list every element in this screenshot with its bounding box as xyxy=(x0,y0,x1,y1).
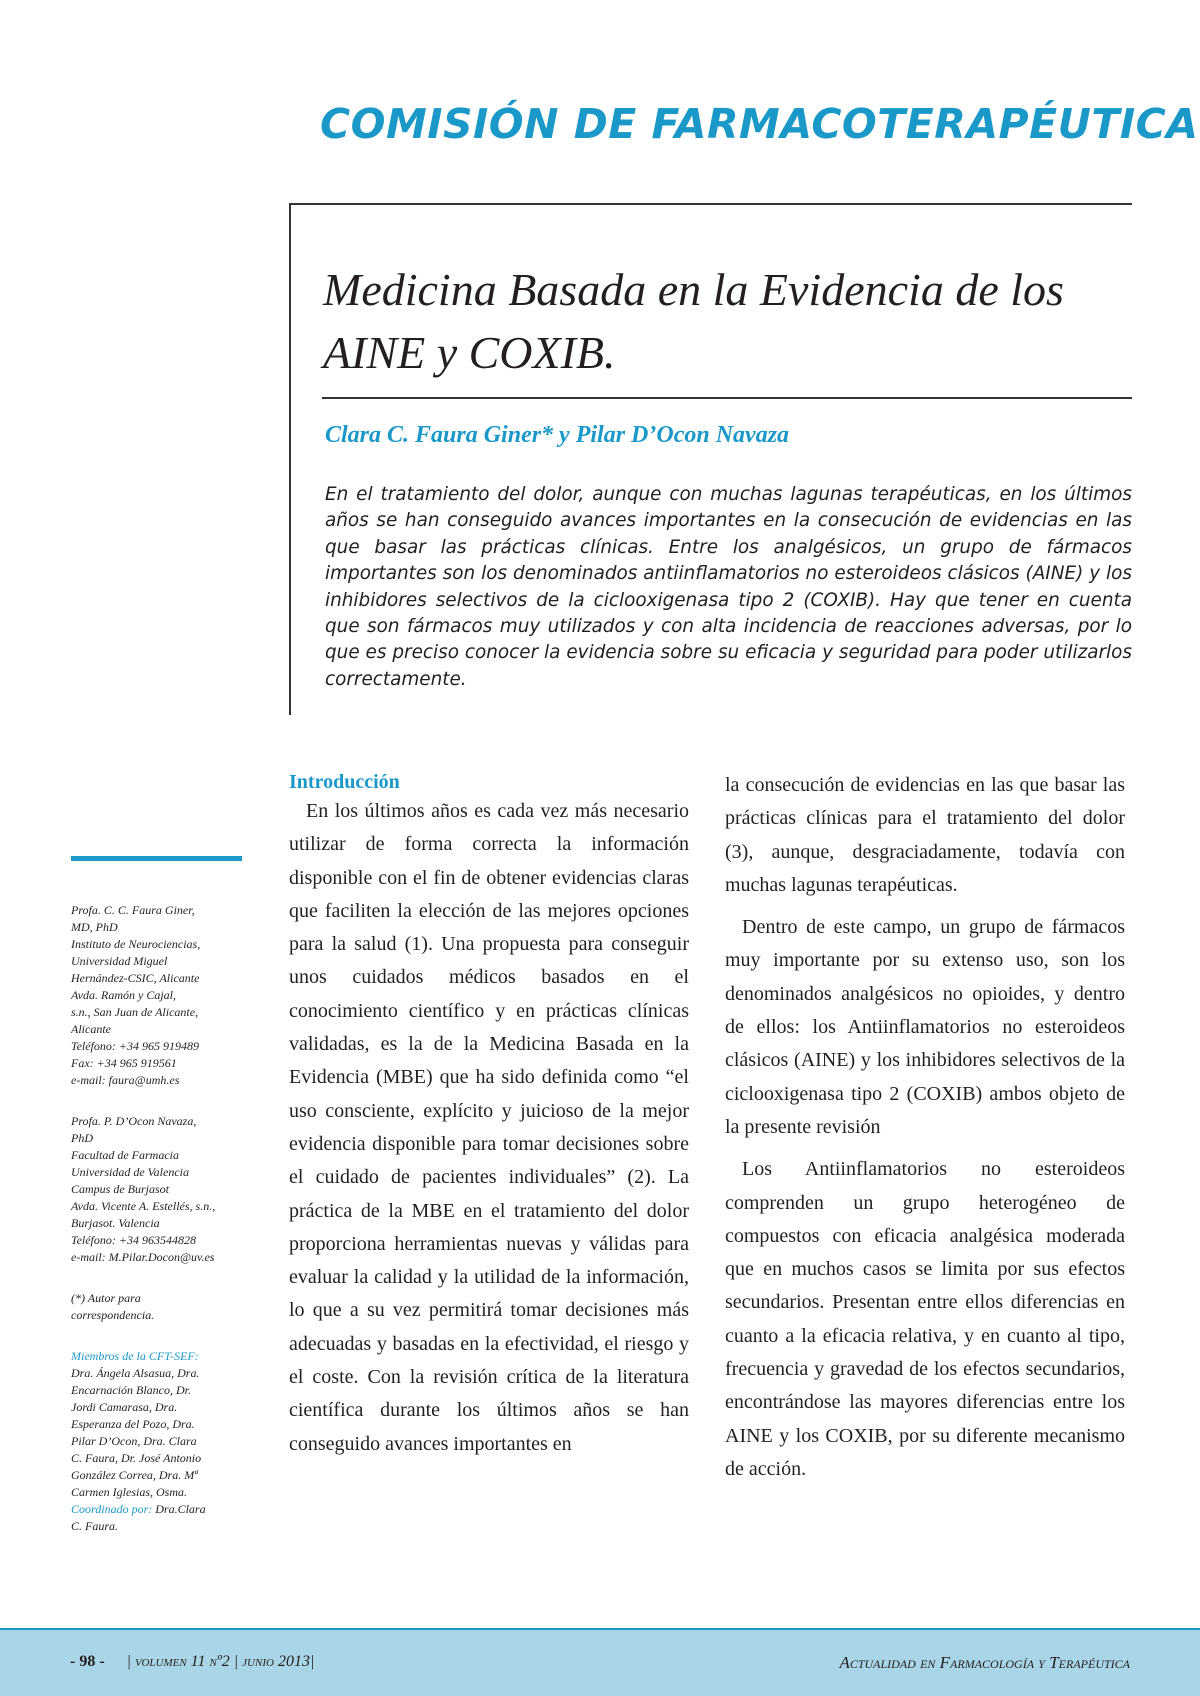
sidebar-line: Esperanza del Pozo, Dra. xyxy=(71,1417,195,1431)
committee-members xyxy=(71,1348,251,1535)
sidebar-line: González Correa, Dra. Mª xyxy=(71,1468,198,1482)
sidebar-phone: Teléfono: +34 963544828 xyxy=(71,1233,196,1247)
coordinator-label: Coordinado por: xyxy=(71,1502,153,1516)
sidebar-line: Encarnación Blanco, Dr. xyxy=(71,1383,191,1397)
author-2-affiliation xyxy=(71,1113,251,1266)
header-box-top-rule xyxy=(289,203,1132,205)
sidebar-line: Campus de Burjasot xyxy=(71,1182,170,1196)
sidebar-line: Dra. Ángela Alsasua, Dra. xyxy=(71,1366,200,1380)
sidebar-line: Universidad Miguel xyxy=(71,954,168,968)
sidebar-line: Hernández-CSIC, Alicante xyxy=(71,971,200,985)
journal-name: Actualidad en Farmacología y Terapéutica xyxy=(839,1653,1130,1672)
sidebar-line: C. Faura, Dr. José Antonio xyxy=(71,1451,202,1465)
sidebar-fax: Fax: +34 965 919561 xyxy=(71,1056,177,1070)
coordinator-line xyxy=(71,1501,251,1518)
sidebar-line: Jordi Camarasa, Dra. xyxy=(71,1400,178,1414)
sidebar-email: e-mail: M.Pilar.Docon@uv.es xyxy=(71,1250,215,1264)
sidebar-line: Carmen Iglesias, Osma. xyxy=(71,1485,187,1499)
article-title-line-2: AINE y COXIB. xyxy=(323,327,616,378)
issue-label: | volumen 11 nº2 | junio 2013| xyxy=(126,1653,315,1670)
sidebar-line: correspondencia. xyxy=(71,1308,155,1322)
body-paragraph: la consecución de evidencias en las que basar las prácticas clínicas para el tratamiento del dolor (3), aunque, desgraciadamente, todavía con muchas lagunas terapéuticas. xyxy=(725,774,1125,896)
sidebar-line: Profa. P. D’Ocon Navaza, xyxy=(71,1114,197,1128)
sidebar-phone: Teléfono: +34 965 919489 xyxy=(71,1039,199,1053)
sidebar-line: Pilar D’Ocon, Dra. Clara xyxy=(71,1434,197,1448)
section-title: COMISIÓN DE FARMACOTERAPÉUTICA xyxy=(320,100,1199,148)
sidebar-accent-rule xyxy=(71,856,242,861)
members-heading: Miembros de la CFT-SEF: xyxy=(71,1349,199,1363)
sidebar-line: Instituto de Neurociencias, xyxy=(71,937,201,951)
intro-heading: Introducción xyxy=(289,771,400,793)
sidebar-line: PhD xyxy=(71,1131,93,1145)
page-number: - 98 - xyxy=(70,1653,105,1670)
sidebar-line: C. Faura. xyxy=(71,1519,119,1533)
author-1-affiliation xyxy=(71,902,251,1089)
sidebar-line: Universidad de Valencia xyxy=(71,1165,189,1179)
body-column-2 xyxy=(725,769,1125,1486)
title-divider xyxy=(322,397,1132,399)
correspondence-note xyxy=(71,1290,251,1324)
sidebar-line: (*) Autor para xyxy=(71,1291,141,1305)
article-authors: Clara C. Faura Giner* y Pilar D’Ocon Navaza xyxy=(325,422,790,448)
sidebar-line: Alicante xyxy=(71,1022,111,1036)
article-abstract: En el tratamiento del dolor, aunque con muchas lagunas terapéuticas, en los últimos años se han conseguido avances importantes en la consecución de evidencias en las que basar las prácticas clínicas. Entre los analgésicos, un grupo de fármacos importantes son los denominados antiinflamatorios no esteroideos clásicos (AINE) y los inhibidores selectivos de la ciclooxigenasa tipo 2 (COXIB). Hay que tener en cuenta que son fármacos muy utilizados y con alta incidencia de reacciones adversas, por lo que es preciso conocer la evidencia sobre su eficacia y seguridad para poder utilizarlos correctamente. xyxy=(325,484,1132,690)
body-paragraph: Dentro de este campo, un grupo de fármacos muy importante por su extenso uso, son los denominados analgésicos no opioides, y dentro de ellos: los Antiinflamatorios no esteroideos clásicos (AINE) y los inhibidores selectivos de la ciclooxigenasa tipo 2 (COXIB) ambos objeto de la presente revisión xyxy=(725,916,1125,1138)
sidebar-line: MD, PhD xyxy=(71,920,118,934)
sidebar-line: Avda. Vicente A. Estellés, s.n., xyxy=(71,1199,216,1213)
page-footer xyxy=(0,1628,1200,1696)
sidebar-line: Burjasot. Valencia xyxy=(71,1216,160,1230)
coordinator-name: Dra.Clara xyxy=(152,1502,206,1516)
sidebar-line: Facultad de Farmacia xyxy=(71,1148,179,1162)
sidebar-line: s.n., San Juan de Alicante, xyxy=(71,1005,199,1019)
footer-issue-info xyxy=(70,1653,314,1671)
sidebar-line: Avda. Ramón y Cajal, xyxy=(71,988,176,1002)
body-paragraph: En los últimos años es cada vez más necesario utilizar de forma correcta la información disponible con el fin de obtener evidencias claras que faciliten la elección de las mejores opciones para la salud (1). Una propuesta para conseguir unos cuidados médicos basados en el conocimiento científico y en prácticas clínicas validadas, es la de la Medicina Basada en la Evidencia (MBE) que ha sido definida como “el uso consciente, explícito y juicioso de la mejor evidencia disponible para tomar decisiones sobre el cuidado de pacientes individuales” (2). La práctica de la MBE en el tratamiento del dolor proporciona herramientas nuevas y válidas para evaluar la calidad y la utilidad de la información, lo que a su vez permitirá tomar decisiones más adecuadas y basadas en la efectividad, el riesgo y el coste. Con la revisión crítica de la literatura científica durante los últimos años se han conseguido avances importantes en xyxy=(289,800,689,1455)
body-column-1 xyxy=(289,769,689,1461)
article-title-line-1: Medicina Basada en la Evidencia de los xyxy=(323,264,1064,315)
header-box-left-rule xyxy=(289,203,291,715)
sidebar-line: Profa. C. C. Faura Giner, xyxy=(71,903,195,917)
article-title xyxy=(323,258,1123,384)
sidebar-email: e-mail: faura@umh.es xyxy=(71,1073,180,1087)
author-sidebar xyxy=(71,902,251,1559)
body-paragraph: Los Antiinflamatorios no esteroideos comprenden un grupo heterogéneo de compuestos con eficacia analgésica moderada que en muchos casos se limita por sus efectos secundarios. Presentan entre ellos diferencias en cuanto a la eficacia relativa, y en cuanto al tipo, frecuencia y gravedad de los efectos secundarios, encontrándose las mayores diferencias entre los AINE y los COXIB, por su diferente mecanismo de acción. xyxy=(725,1158,1125,1480)
